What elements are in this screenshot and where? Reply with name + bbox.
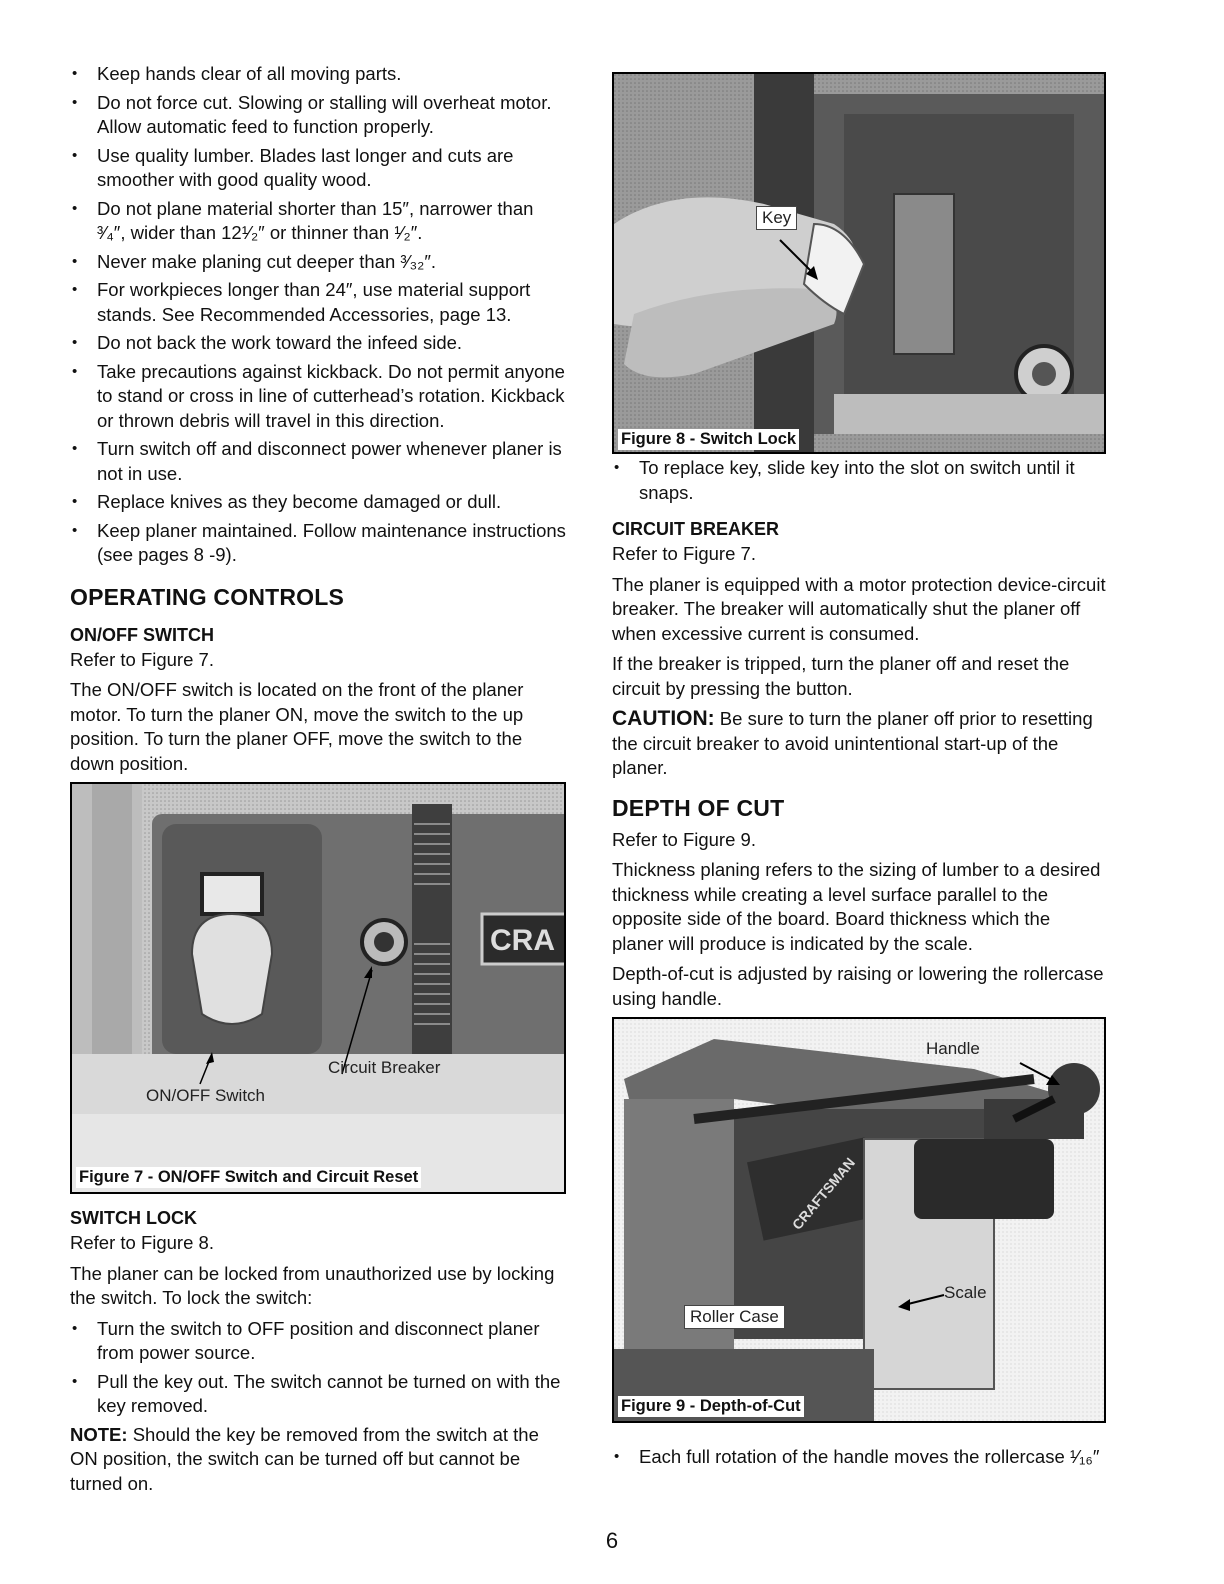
onoff-switch-callout: ON/OFF Switch <box>146 1086 266 1105</box>
list-item: • Turn the switch to OFF position and disconnect planer from power source. <box>70 1317 566 1366</box>
list-item: • Each full rotation of the handle moves the rollercase ¹⁄₁₆″ <box>612 1445 1106 1470</box>
circuit-breaker-reset: If the breaker is tripped, turn the planer off and reset the circuit by pressing the button. <box>612 653 1070 699</box>
onoff-switch-heading: ON/OFF SWITCH <box>70 624 214 645</box>
list-item: • Use quality lumber. Blades last longer and cuts are smoother with good quality wood. <box>70 144 566 193</box>
list-item: • For workpieces longer than 24″, use material support stands. See Recommended Accessories, page 13. <box>70 278 566 327</box>
figure-8-caption: Figure 8 - Switch Lock <box>618 429 799 450</box>
list-item: • Replace knives as they become damaged or dull. <box>70 490 566 515</box>
left-column <box>70 62 566 1502</box>
list-item: • Take precautions against kickback. Do not permit anyone to stand or cross in line of cutterhead’s rotation. Kickback or thrown debris will travel in this direction. <box>70 360 566 434</box>
depth-of-cut-heading: DEPTH OF CUT <box>612 794 785 821</box>
scale-callout: Scale <box>944 1283 987 1302</box>
figure-9 <box>612 1017 1106 1423</box>
switch-lock-heading: SWITCH LOCK <box>70 1208 197 1228</box>
handle-callout: Handle <box>926 1039 980 1058</box>
depth-adjustment: Depth-of-cut is adjusted by raising or lowering the rollercase using handle. <box>612 963 1104 1009</box>
circuit-breaker-description: The planer is equipped with a motor protection device-circuit breaker. The breaker will automatically shut the planer off when excessive current is consumed. <box>612 573 1106 644</box>
replace-key-list <box>612 456 1106 505</box>
depth-reference: Refer to Figure 9. <box>612 828 756 850</box>
figure-9-brand: CRAFTSMAN <box>788 1154 859 1233</box>
switch-lock-description: The planer can be locked from unauthorized use by locking the switch. To lock the switch: <box>70 1262 555 1308</box>
key-callout: Key <box>756 206 797 230</box>
list-item: • To replace key, slide key into the slot on switch until it snaps. <box>612 456 1106 505</box>
circuit-breaker-heading: CIRCUIT BREAKER <box>612 519 780 539</box>
onoff-description: The ON/OFF switch is located on the front of the planer motor. To turn the planer ON, move the switch to the up position. To turn the planer OFF, move the switch to the down position. <box>70 679 524 774</box>
safety-bullet-list <box>70 62 566 568</box>
switch-lock-reference: Refer to Figure 8. <box>70 1232 214 1253</box>
list-item: • Keep planer maintained. Follow maintenance instructions (see pages 8 -9). <box>70 519 566 568</box>
figure-9-caption: Figure 9 - Depth-of-Cut <box>618 1396 804 1417</box>
figure-7-illustration <box>72 784 566 1194</box>
note-label: NOTE: <box>70 1423 128 1445</box>
page-number: 6 <box>605 1528 619 1553</box>
figure-7-brand: CRA <box>490 924 555 957</box>
operating-controls-heading: OPERATING CONTROLS <box>70 583 345 610</box>
switch-lock-steps <box>70 1317 566 1419</box>
list-item: • Do not plane material shorter than 15″, narrower than ³⁄₄″, wider than 12¹⁄₂″ or thinner than ¹⁄₂″. <box>70 197 566 246</box>
right-column <box>612 72 1106 1474</box>
roller-case-callout: Roller Case <box>684 1305 785 1329</box>
onoff-reference: Refer to Figure 7. <box>70 648 214 670</box>
list-item: • Do not back the work toward the infeed side. <box>70 331 566 356</box>
rollercase-list <box>612 1445 1106 1470</box>
caution-label: CAUTION: <box>612 707 715 730</box>
note-text: Should the key be removed from the switch at the ON position, the switch can be turned off but cannot be turned on. <box>70 1423 539 1494</box>
figure-7-caption: Figure 7 - ON/OFF Switch and Circuit Reset <box>76 1167 421 1188</box>
list-item: • Turn switch off and disconnect power whenever planer is not in use. <box>70 437 566 486</box>
figure-8-illustration <box>614 74 1106 454</box>
figure-7 <box>70 782 566 1194</box>
caution-text: Be sure to turn the planer off prior to resetting the circuit breaker to avoid unintentional start-up of the planer. <box>612 708 1093 778</box>
depth-description: Thickness planing refers to the sizing of lumber to a desired thickness while creating a level surface parallel to the opposite side of the board. Board thickness which the planer will produce is indicated by the scale. <box>612 859 1101 954</box>
figure-8 <box>612 72 1106 454</box>
caution-paragraph <box>612 707 1106 781</box>
list-item: • Never make planing cut deeper than ³⁄₃₂″. <box>70 250 566 275</box>
list-item: • Pull the key out. The switch cannot be turned on with the key removed. <box>70 1370 566 1419</box>
circuit-breaker-reference: Refer to Figure 7. <box>612 543 756 564</box>
figure-9-illustration <box>614 1019 1106 1423</box>
note-paragraph <box>70 1423 566 1497</box>
list-item: • Do not force cut. Slowing or stalling will overheat motor. Allow automatic feed to function properly. <box>70 91 566 140</box>
circuit-breaker-callout: Circuit Breaker <box>328 1058 441 1077</box>
list-item: • Keep hands clear of all moving parts. <box>70 62 566 87</box>
